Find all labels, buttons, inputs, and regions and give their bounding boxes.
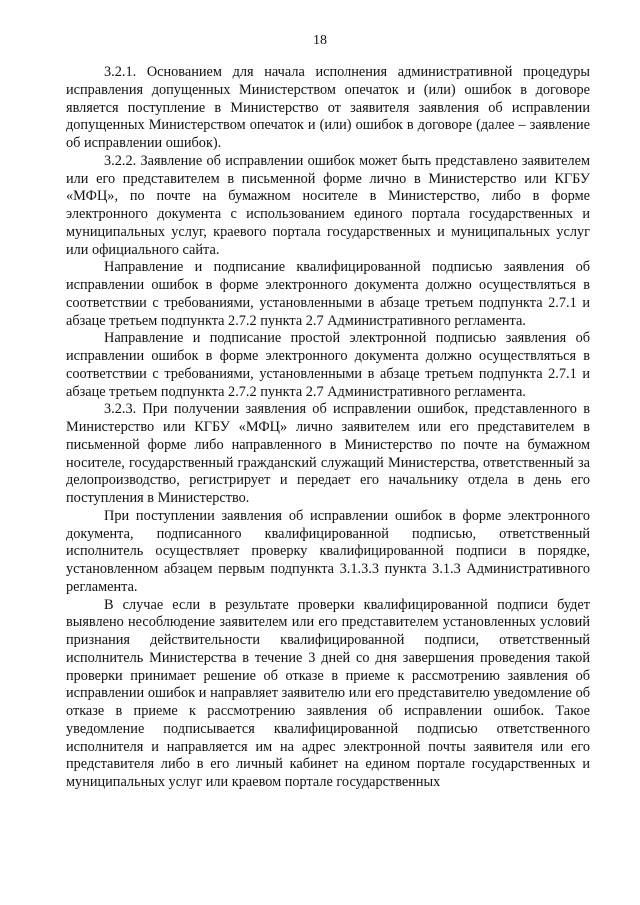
paragraph-3-2-3: 3.2.3. При получении заявления об исправлении ошибок, представленного в Министерство или КГБУ «МФЦ» лично заявителем или его представителем в письменной форме либо направленного в Министерство по почте на бумажном носителе, государственный гражданский служащий Министерства, ответственный за делопроизводство, регистрирует и передает его начальнику отдела в день его поступления в Министерство. <box>66 401 590 506</box>
paragraph-refusal-case: В случае если в результате проверки квалифицированной подписи будет выявлено несоблюдение заявителем или его представителем установленных условий признания действительности квалифицированной подписи, ответственный исполнитель Министерства в течение 3 дней со дня завершения проведения такой проверки принимает решение об отказе в приеме к рассмотрению заявления об исправлении ошибок и направляет заявителю или его представителю уведомление об отказе в приеме к рассмотрению заявления об исправлении ошибок. Такое уведомление подписывается квалифицированной подписью ответственного исполнителя и направляется им на адрес электронной почты заявителя или его представителя либо в его личный кабинет на едином портале государственных и муниципальных услуг или краевом портале государственных <box>66 596 590 790</box>
paragraph-simple-signature: Направление и подписание простой электронной подписью заявления об исправлении ошибок в форме электронного документа должно осуществляться в соответствии с требованиями, установленными в абзаце третьем подпункта 2.7.1 и абзаце третьем подпункта 2.7.2 пункта 2.7 Административного регламента. <box>66 330 590 400</box>
paragraph-qualified-signature: Направление и подписание квалифицированной подписью заявления об исправлении ошибок в форме электронного документа должно осуществляться в соответствии с требованиями, установленными в абзаце третьем подпункта 2.7.1 и абзаце третьем подпункта 2.7.2 пункта 2.7 Административного регламента. <box>66 259 590 329</box>
document-body <box>66 64 590 792</box>
paragraph-3-2-1: 3.2.1. Основанием для начала исполнения административной процедуры исправления допущенных Министерством опечаток и (или) ошибок в договоре является поступление в Министерство от заявителя заявления об исправлении допущенных Министерством опечаток и (или) ошибок в договоре (далее – заявление об исправлении ошибок). <box>66 64 590 151</box>
paragraph-3-2-2: 3.2.2. Заявление об исправлении ошибок может быть представлено заявителем или его представителем в письменной форме лично в Министерство или КГБУ «МФЦ», по почте на бумажном носителе в Министерство, либо в форме электронного документа с использованием единого портала государственных и муниципальных услуг, краевого портала государственных и муниципальных услуг или официального сайта. <box>66 152 590 258</box>
page-number: 18 <box>313 33 327 48</box>
paragraph-signature-check: При поступлении заявления об исправлении ошибок в форме электронного документа, подписанного квалифицированной подписью, ответственный исполнитель осуществляет проверку квалифицированной подписи в порядке, установленном абзацем первым подпункта 3.1.3.3 пункта 3.1.3 Административного регламента. <box>66 507 590 595</box>
